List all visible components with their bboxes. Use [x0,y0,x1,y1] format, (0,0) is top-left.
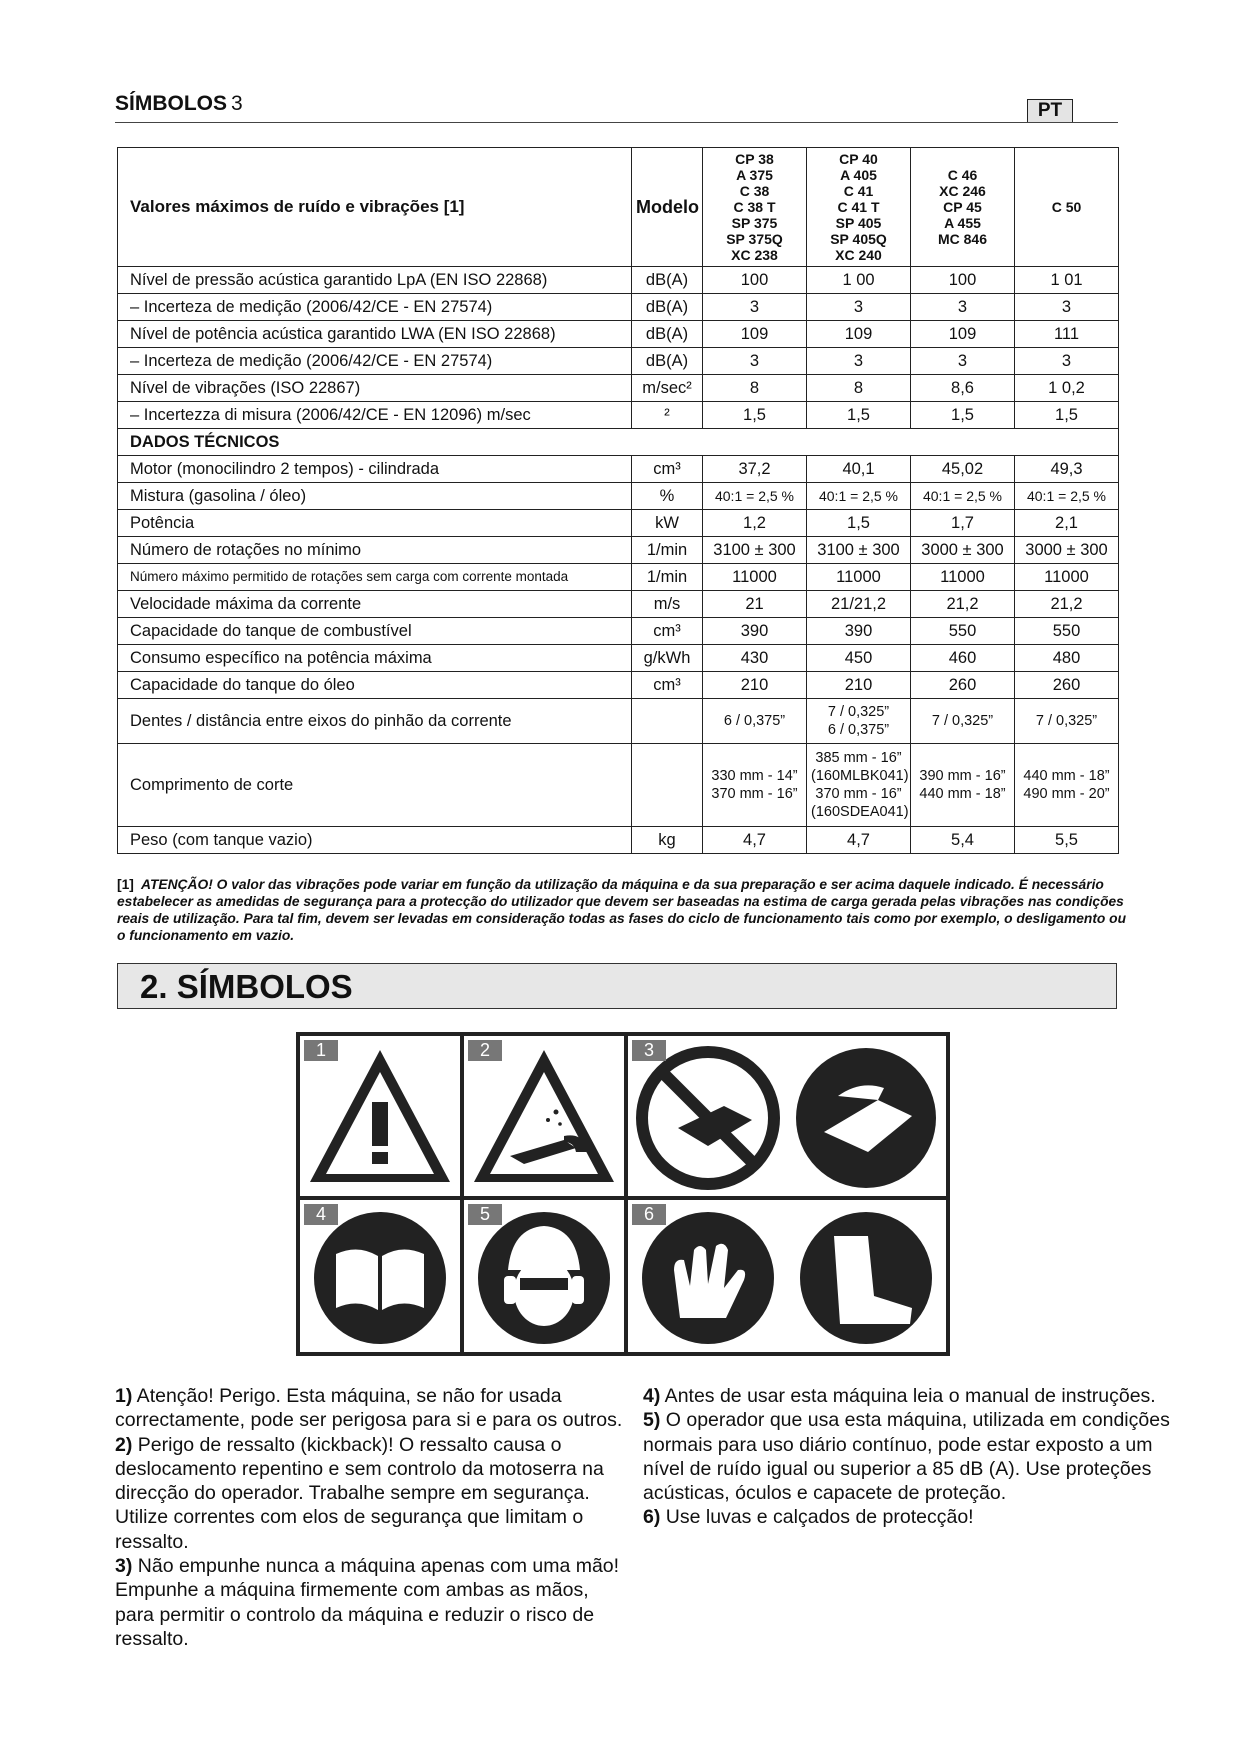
value-cell: 3100 ± 300 [703,537,807,564]
value-cell: 40:1 = 2,5 % [703,483,807,510]
value-cell: 390 [703,618,807,645]
symbol-description-4 [643,1384,1173,1408]
value-cell: 40:1 = 2,5 % [911,483,1015,510]
value-cell: 100 [911,267,1015,294]
model-column: C 50 [1015,148,1119,267]
description-text: Use luvas e calçados de protecção! [660,1506,974,1529]
row-label: Potência [118,510,632,537]
value-cell: 1,5 [703,402,807,429]
symbol-number: 4 [304,1204,338,1225]
row-label: Nível de vibrações (ISO 22867) [118,375,632,402]
row-label: Mistura (gasolina / óleo) [118,483,632,510]
value-cell: 2,1 [1015,510,1119,537]
value-cell: 3 [807,294,911,321]
row-label: Dentes / distância entre eixos do pinhão da corrente [118,699,632,744]
row-unit: cm³ [632,618,703,645]
value-cell: 3 [911,348,1015,375]
symbol-description-3 [115,1554,630,1651]
value-cell: 1,5 [807,510,911,537]
description-text: Perigo de ressalto (kickback)! O ressalto causa o deslocamento repentino e sem controlo da motoserra na direcção do operador. Trabalhe sempre em segurança. Utilize correntes com elos de segurança que limitam o ressalto. [115,1433,604,1553]
value-cell: 37,2 [703,456,807,483]
value-cell: 1,7 [911,510,1015,537]
page-header-title [115,92,243,116]
row-unit: m/sec² [632,375,703,402]
value-cell: 11000 [911,564,1015,591]
row-label: – Incerteza de medição (2006/42/CE - EN 27574) [118,348,632,375]
symbol-description-5 [643,1408,1173,1505]
value-cell: 430 [703,645,807,672]
table-row [118,645,1119,672]
row-label: Peso (com tanque vazio) [118,827,632,854]
description-text: O operador que usa esta máquina, utilizada em condições normais para uso diário contínuo, pode estar exposto a um nível de ruído igual ou superior a 85 dB (A). Use proteções acústicas, óculos e capacete de proteção. [643,1409,1170,1505]
description-number: 4) [643,1385,661,1407]
value-cell: 3000 ± 300 [1015,537,1119,564]
symbol-number: 6 [632,1204,666,1225]
language-badge: PT [1027,99,1073,123]
row-unit: kg [632,827,703,854]
symbol-number: 1 [304,1040,338,1061]
row-label: Comprimento de corte [118,744,632,827]
value-cell: 460 [911,645,1015,672]
row-label: Nível de pressão acústica garantido LpA (EN ISO 22868) [118,267,632,294]
row-unit: cm³ [632,672,703,699]
symbol-1-warning [296,1032,464,1200]
value-cell: 260 [1015,672,1119,699]
row-unit: m/s [632,591,703,618]
symbol-description-6 [643,1505,1173,1529]
description-number: 5) [643,1409,661,1432]
value-cell: 7 / 0,325” [911,699,1015,744]
table-row [118,744,1119,827]
table-row [118,348,1119,375]
row-label: Número de rotações no mínimo [118,537,632,564]
table-row [118,699,1119,744]
row-unit: dB(A) [632,267,703,294]
descriptions-left-column [115,1384,630,1651]
section-title: 2. SÍMBOLOS [140,968,353,1005]
value-cell: 330 mm - 14” 370 mm - 16” [703,744,807,827]
value-cell: 7 / 0,325” 6 / 0,375” [807,699,911,744]
value-cell: 40,1 [807,456,911,483]
value-cell: 7 / 0,325” [1015,699,1119,744]
value-cell: 6 / 0,375” [703,699,807,744]
value-cell: 11000 [807,564,911,591]
table-row [118,510,1119,537]
row-label: Nível de potência acústica garantido LWA (EN ISO 22868) [118,321,632,348]
technical-heading: DADOS TÉCNICOS [118,429,1119,456]
page-number: 3 [231,92,243,115]
value-cell: 11000 [703,564,807,591]
row-label: Número máximo permitido de rotações sem carga com corrente montada [118,564,632,591]
value-cell: 1,5 [911,402,1015,429]
row-unit: dB(A) [632,321,703,348]
value-cell: 480 [1015,645,1119,672]
model-column: CP 40 A 405 C 41 C 41 T SP 405 SP 405Q XC 240 [807,148,911,267]
table-row [118,564,1119,591]
value-cell: 45,02 [911,456,1015,483]
symbol-5-protection [460,1196,628,1356]
symbol-6-gloves-boots [624,1196,950,1356]
value-cell: 40:1 = 2,5 % [1015,483,1119,510]
table-row [118,591,1119,618]
value-cell: 21/21,2 [807,591,911,618]
value-cell: 49,3 [1015,456,1119,483]
model-label: Modelo [632,148,703,267]
description-number: 1) [115,1385,133,1407]
descriptions-right-column [643,1384,1173,1530]
symbol-2-kickback [460,1032,628,1200]
row-unit: % [632,483,703,510]
value-cell: 1 00 [807,267,911,294]
table-row [118,375,1119,402]
value-cell: 8 [703,375,807,402]
value-cell: 100 [703,267,807,294]
value-cell: 11000 [1015,564,1119,591]
value-cell: 109 [807,321,911,348]
value-cell: 210 [703,672,807,699]
row-unit [632,744,703,827]
row-unit: g/kWh [632,645,703,672]
value-cell: 1,5 [807,402,911,429]
header-title: SÍMBOLOS [115,92,228,115]
value-cell: 3 [703,348,807,375]
description-text: Antes de usar esta máquina leia o manual de instruções. [660,1385,1156,1407]
symbol-3-two-hands [624,1032,950,1200]
table-header-row [118,148,1119,267]
row-label: Motor (monocilindro 2 tempos) - cilindrada [118,456,632,483]
value-cell: 109 [703,321,807,348]
description-text: Atenção! Perigo. Esta máquina, se não for usada correctamente, pode ser perigosa para si e para os outros. [115,1385,623,1432]
table-row [118,537,1119,564]
table-row [118,483,1119,510]
row-label: Capacidade do tanque do óleo [118,672,632,699]
table-row [118,267,1119,294]
row-unit: kW [632,510,703,537]
value-cell: 1 0,2 [1015,375,1119,402]
value-cell: 440 mm - 18” 490 mm - 20” [1015,744,1119,827]
value-cell: 390 [807,618,911,645]
value-cell: 450 [807,645,911,672]
no-one-hand-operation-icon [628,1036,946,1196]
value-cell: 3 [911,294,1015,321]
row-label: – Incertezza di misura (2006/42/CE - EN 12096) m/sec [118,402,632,429]
value-cell: 109 [911,321,1015,348]
table-row [118,321,1119,348]
symbol-number: 2 [468,1040,502,1061]
section-row [118,429,1119,456]
value-cell: 21 [703,591,807,618]
value-cell: 8,6 [911,375,1015,402]
value-cell: 3 [703,294,807,321]
footnote-marker: [1] [117,877,134,892]
value-cell: 4,7 [807,827,911,854]
header-rule [115,122,1118,123]
value-cell: 8 [807,375,911,402]
description-number: 6) [643,1506,661,1529]
table-row [118,294,1119,321]
row-unit: ² [632,402,703,429]
table-title: Valores máximos de ruído e vibrações [1] [118,148,632,267]
footnote-text: ATENÇÃO! O valor das vibrações pode variar em função da utilização da máquina e da sua preparação e ser acima daquele indicado. É necessário estabelecer as amedidas de segurança para a protecção do utilizador que devem ser baseadas na estima de carga gerada pelas vibrações nas condições reais de utilização. Para tal fim, devem ser levadas em consideração todas as fases do ciclo de funcionamento tais como por exemplo, o desligamento ou o funcionamento em vazio. [117,877,1127,943]
section-heading [117,963,1117,1009]
symbol-4-manual [296,1196,464,1356]
description-text: Não empunhe nunca a máquina apenas com uma mão! Empunhe a máquina firmemente com ambas as mãos, para permitir o controlo da máquina e reduzir o risco de ressalto. [115,1555,620,1650]
value-cell: 111 [1015,321,1119,348]
value-cell: 3 [1015,294,1119,321]
value-cell: 21,2 [1015,591,1119,618]
value-cell: 1 01 [1015,267,1119,294]
footnote [117,876,1127,944]
row-unit: 1/min [632,564,703,591]
table-row [118,672,1119,699]
row-label: Capacidade do tanque de combustível [118,618,632,645]
value-cell: 550 [911,618,1015,645]
value-cell: 1,5 [1015,402,1119,429]
specifications-table [117,147,1119,854]
symbol-description-1 [115,1384,630,1433]
value-cell: 390 mm - 16” 440 mm - 18” [911,744,1015,827]
value-cell: 385 mm - 16” (160MLBK041) 370 mm - 16” (160SDEA041) [807,744,911,827]
value-cell: 1,2 [703,510,807,537]
value-cell: 4,7 [703,827,807,854]
table-row [118,827,1119,854]
value-cell: 3000 ± 300 [911,537,1015,564]
row-unit: cm³ [632,456,703,483]
row-label: Consumo específico na potência máxima [118,645,632,672]
value-cell: 3 [807,348,911,375]
table-row [118,456,1119,483]
value-cell: 550 [1015,618,1119,645]
value-cell: 5,4 [911,827,1015,854]
gloves-boots-icon [628,1200,946,1352]
description-number: 3) [115,1555,133,1578]
symbol-description-2 [115,1433,630,1554]
table-row [118,618,1119,645]
model-column: CP 38 A 375 C 38 C 38 T SP 375 SP 375Q XC 238 [703,148,807,267]
row-unit: 1/min [632,537,703,564]
symbol-number: 3 [632,1040,666,1061]
row-unit: dB(A) [632,348,703,375]
row-unit [632,699,703,744]
value-cell: 3100 ± 300 [807,537,911,564]
description-number: 2) [115,1433,133,1456]
symbol-number: 5 [468,1204,502,1225]
row-unit: dB(A) [632,294,703,321]
row-label: – Incerteza de medição (2006/42/CE - EN 27574) [118,294,632,321]
value-cell: 21,2 [911,591,1015,618]
model-column: C 46 XC 246 CP 45 A 455 MC 846 [911,148,1015,267]
value-cell: 40:1 = 2,5 % [807,483,911,510]
value-cell: 210 [807,672,911,699]
table-row [118,402,1119,429]
value-cell: 5,5 [1015,827,1119,854]
value-cell: 3 [1015,348,1119,375]
row-label: Velocidade máxima da corrente [118,591,632,618]
value-cell: 260 [911,672,1015,699]
